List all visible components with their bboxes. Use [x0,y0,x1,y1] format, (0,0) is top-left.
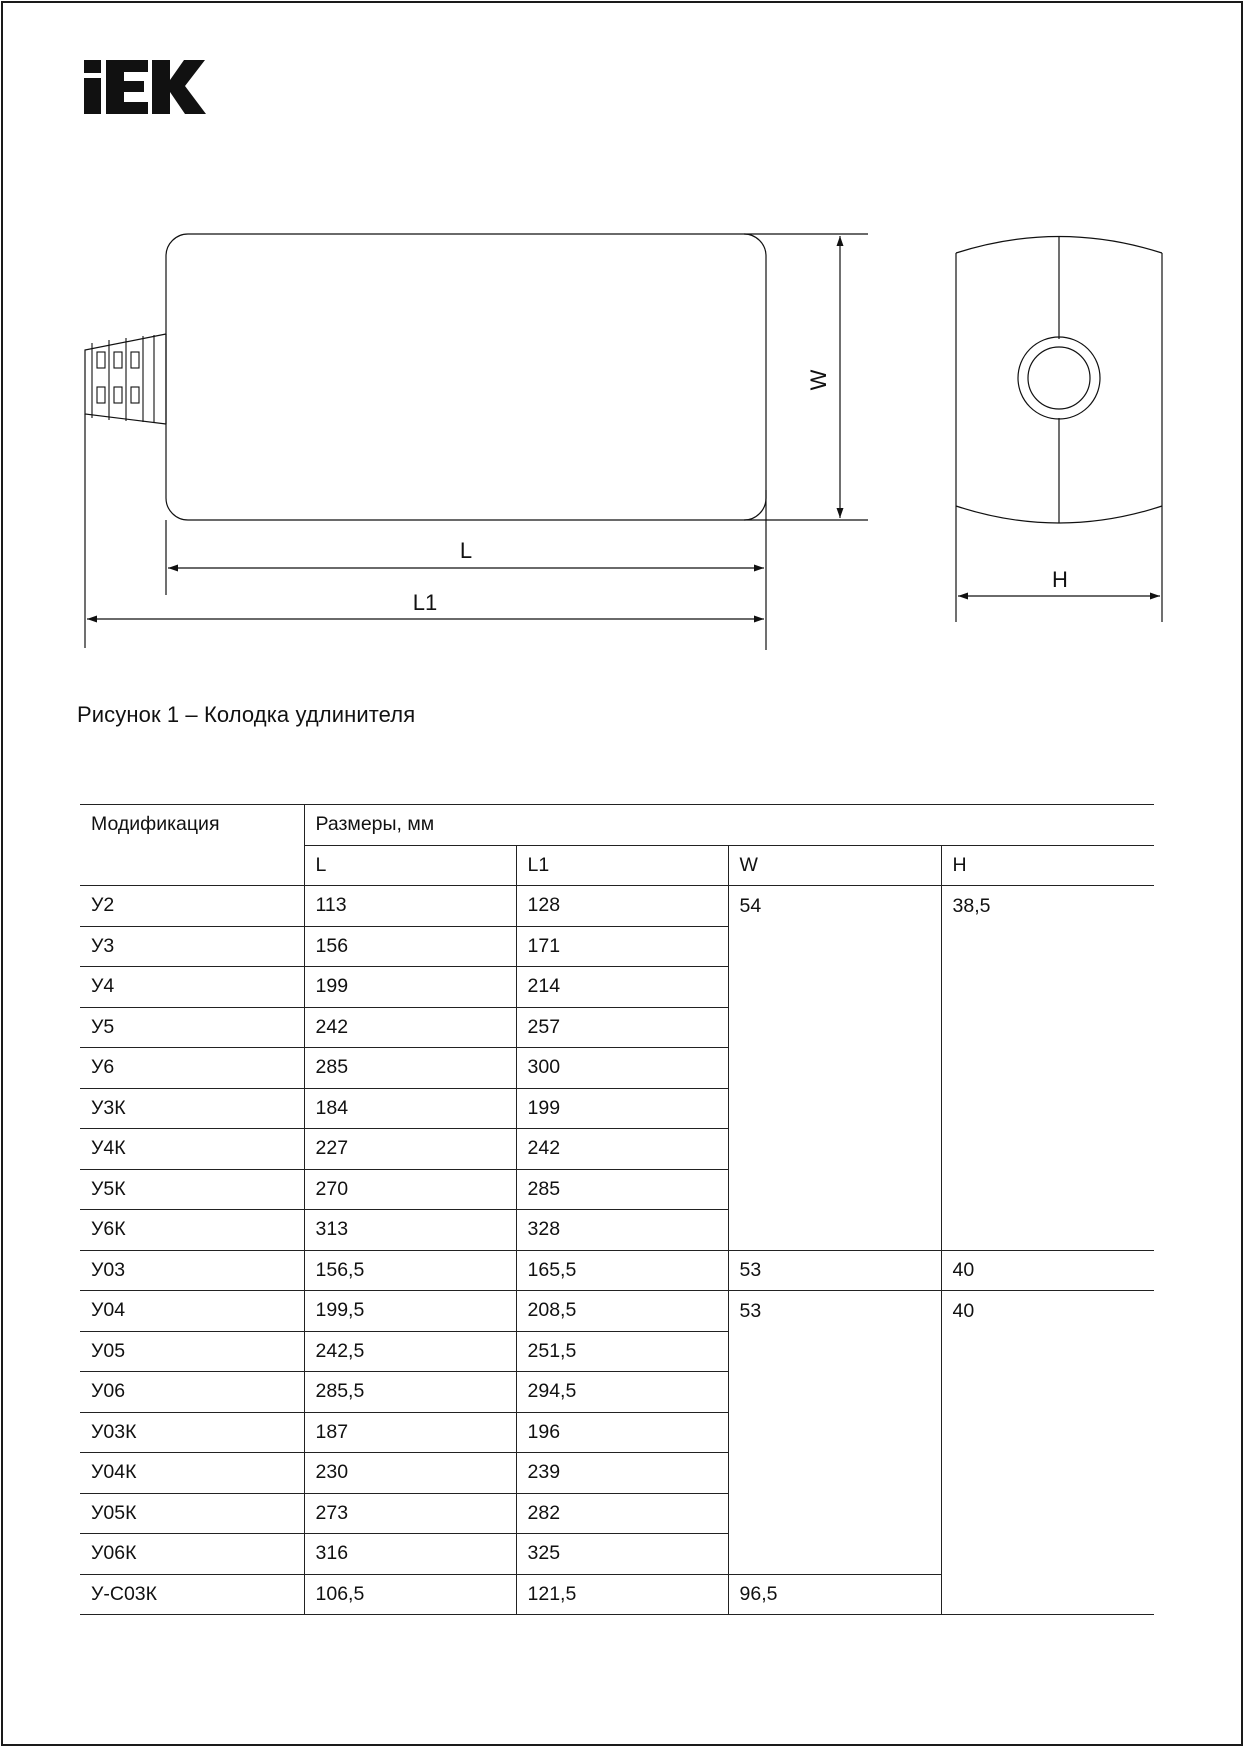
dimension-h-label: H [1052,567,1068,592]
side-view [85,234,868,650]
cell-l1: 257 [516,1007,728,1048]
cell-l: 242 [304,1007,516,1048]
cell-mod: У06 [80,1372,304,1413]
header-l: L [304,845,516,886]
cell-w-group1: 54 [728,886,941,1251]
cell-l: 273 [304,1493,516,1534]
dimension-l1-label: L1 [412,590,438,615]
cell-mod: У-С03К [80,1574,304,1615]
cell-mod: У3 [80,926,304,967]
cell-mod: У03 [80,1250,304,1291]
cell-w: 96,5 [728,1574,941,1615]
cell-l1: 328 [516,1210,728,1251]
cell-l1: 128 [516,886,728,927]
cell-mod: У6К [80,1210,304,1251]
header-l1: L1 [516,845,728,886]
cell-mod: У5К [80,1169,304,1210]
cell-mod: У4 [80,967,304,1008]
cell-w-group2: 53 [728,1291,941,1575]
cell-w: 53 [728,1250,941,1291]
cell-l1: 196 [516,1412,728,1453]
dimension-w-label: W [806,369,831,391]
cell-h-group1: 38,5 [941,886,1154,1251]
cell-l: 270 [304,1169,516,1210]
cell-mod: У03К [80,1412,304,1453]
header-w: W [728,845,941,886]
header-h: H [941,845,1154,886]
cell-l1: 294,5 [516,1372,728,1413]
cell-l: 230 [304,1453,516,1494]
cell-l: 187 [304,1412,516,1453]
cell-mod: У2 [80,886,304,927]
cell-l1: 251,5 [516,1331,728,1372]
table-row [80,1291,1154,1332]
cell-l: 156,5 [304,1250,516,1291]
cell-l: 285 [304,1048,516,1089]
cell-l1: 214 [516,967,728,1008]
cell-l1: 300 [516,1048,728,1089]
table-row [80,1250,1154,1291]
cell-l1: 171 [516,926,728,967]
cell-l: 199 [304,967,516,1008]
cell-mod: У04К [80,1453,304,1494]
header-dimensions: Размеры, мм [304,805,1154,846]
cell-l1: 325 [516,1534,728,1575]
end-view [956,236,1162,622]
cell-l1: 282 [516,1493,728,1534]
technical-drawing [0,0,1244,700]
cell-l: 113 [304,886,516,927]
cell-mod: У04 [80,1291,304,1332]
cell-l1: 199 [516,1088,728,1129]
table-header-row [80,805,1154,846]
table-row [80,886,1154,927]
cell-l: 184 [304,1088,516,1129]
cell-mod: У4К [80,1129,304,1170]
cell-l1: 165,5 [516,1250,728,1291]
cell-l: 106,5 [304,1574,516,1615]
cell-l1: 121,5 [516,1574,728,1615]
cell-l1: 242 [516,1129,728,1170]
cell-mod: У05 [80,1331,304,1372]
cell-l: 227 [304,1129,516,1170]
cell-l: 199,5 [304,1291,516,1332]
cell-l1: 285 [516,1169,728,1210]
cell-l1: 239 [516,1453,728,1494]
cell-l: 156 [304,926,516,967]
cell-mod: У06К [80,1534,304,1575]
dimension-l-label: L [459,538,473,563]
cell-h-group2: 40 [941,1291,1154,1615]
cell-l: 285,5 [304,1372,516,1413]
cell-l1: 208,5 [516,1291,728,1332]
cell-mod: У6 [80,1048,304,1089]
cell-l: 316 [304,1534,516,1575]
header-modification: Модификация [80,805,304,886]
cell-mod: У3К [80,1088,304,1129]
cell-mod: У5 [80,1007,304,1048]
cell-mod: У05К [80,1493,304,1534]
cell-l: 313 [304,1210,516,1251]
cell-h: 40 [941,1250,1154,1291]
dimensions-table [80,804,1154,1615]
figure-caption: Рисунок 1 – Колодка удлинителя [77,702,416,727]
cell-l: 242,5 [304,1331,516,1372]
